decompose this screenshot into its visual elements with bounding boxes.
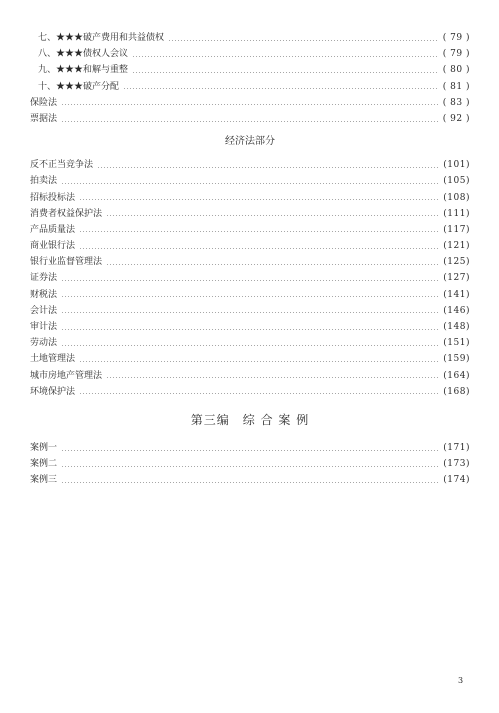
- toc-entry-page: (117): [443, 224, 470, 235]
- toc-entry-title: 环境保护法: [30, 386, 76, 397]
- toc-entry-page: (168): [443, 386, 470, 397]
- toc-group-cases: [30, 440, 470, 489]
- toc-entry[interactable]: [30, 335, 470, 351]
- toc-entry-title: 审计法: [30, 322, 58, 332]
- toc-entry-title: 十、★★★破产分配: [38, 81, 120, 92]
- toc-entry[interactable]: [30, 190, 470, 206]
- toc-entry-title: 案例二: [30, 459, 58, 470]
- dot-leader: [79, 361, 439, 362]
- toc-entry[interactable]: [30, 384, 470, 400]
- toc-entry[interactable]: [30, 319, 470, 335]
- dot-leader: [61, 296, 439, 297]
- toc-group-economic-law: [30, 157, 470, 400]
- page-number: 3: [458, 676, 464, 685]
- toc-entry-title: 反不正当竞争法: [30, 160, 94, 171]
- dot-leader: [106, 215, 439, 216]
- toc-entry[interactable]: [30, 456, 470, 472]
- toc-entry-title: 拍卖法: [30, 176, 58, 187]
- toc-entry-title: 商业银行法: [30, 241, 76, 252]
- toc-entry[interactable]: [30, 270, 470, 286]
- toc-entry[interactable]: [30, 157, 470, 173]
- toc-entry-page: (125): [443, 257, 470, 268]
- toc-entry-page: (164): [443, 370, 470, 381]
- dot-leader: [61, 183, 439, 184]
- part-title: 第三编 综 合 案 例: [190, 412, 310, 427]
- toc-entry-title: 土地管理法: [30, 354, 76, 365]
- toc-entry-page: (146): [443, 305, 470, 316]
- dot-leader: [106, 264, 439, 265]
- toc-entry-page: ( 79 ): [442, 49, 470, 60]
- toc-entry-title: 保险法: [30, 97, 58, 108]
- toc-entry-title: 证券法: [30, 273, 58, 284]
- toc-entry-page: ( 79 ): [442, 33, 470, 43]
- toc-entry[interactable]: [30, 254, 470, 270]
- toc-entry[interactable]: [30, 79, 470, 95]
- toc-entry-page: ( 80 ): [442, 65, 470, 76]
- toc-entry[interactable]: [30, 238, 470, 254]
- toc-entry[interactable]: [30, 173, 470, 189]
- dot-leader: [79, 248, 439, 249]
- toc-entry[interactable]: [30, 368, 470, 384]
- toc-entry[interactable]: [30, 472, 470, 488]
- dot-leader: [61, 482, 439, 483]
- toc-entry-title: 九、★★★和解与重整: [38, 65, 129, 76]
- toc-entry-title: 七、★★★破产费用和共益债权: [38, 33, 165, 43]
- toc-entry-title: 票据法: [30, 113, 58, 124]
- toc-entry-page: (148): [443, 322, 470, 332]
- toc-entry-title: 八、★★★债权人会议: [38, 49, 129, 60]
- toc-entry[interactable]: [30, 206, 470, 222]
- section-title: 经济法部分: [225, 136, 275, 148]
- toc-entry[interactable]: [30, 287, 470, 303]
- toc-entry[interactable]: [30, 222, 470, 238]
- toc-entry-title: 消费者权益保护法: [30, 208, 103, 219]
- toc-entry-page: (173): [443, 459, 470, 470]
- toc-entry[interactable]: [30, 111, 470, 127]
- dot-leader: [168, 40, 439, 41]
- toc-entry-page: (101): [443, 160, 470, 171]
- toc-entry-page: (108): [443, 192, 470, 203]
- toc-entry-title: 劳动法: [30, 338, 58, 349]
- dot-leader: [106, 377, 439, 378]
- dot-leader: [123, 88, 439, 89]
- toc-entry[interactable]: [30, 303, 470, 319]
- dot-leader: [132, 72, 439, 73]
- toc-entry-title: 会计法: [30, 305, 58, 316]
- toc-entry-page: (121): [443, 241, 470, 252]
- dot-leader: [61, 280, 439, 281]
- dot-leader: [97, 167, 439, 168]
- toc-entry-page: (159): [443, 354, 470, 365]
- toc-entry[interactable]: [30, 62, 470, 78]
- toc-entry[interactable]: [30, 30, 470, 46]
- toc-entry-title: 财税法: [30, 289, 58, 300]
- toc-entry[interactable]: [30, 440, 470, 456]
- dot-leader: [61, 345, 439, 346]
- dot-leader: [61, 104, 439, 105]
- dot-leader: [61, 450, 439, 451]
- toc-entry-page: (141): [443, 289, 470, 300]
- toc-entry-title: 产品质量法: [30, 224, 76, 235]
- toc-entry-title: 城市房地产管理法: [30, 370, 103, 381]
- toc-entry-page: ( 81 ): [442, 81, 470, 92]
- toc-group-bankruptcy: [30, 30, 470, 127]
- toc-entry-page: (105): [443, 176, 470, 187]
- toc-entry-page: ( 92 ): [442, 113, 470, 124]
- toc-entry-title: 案例一: [30, 442, 58, 453]
- toc-entry-page: ( 83 ): [442, 97, 470, 108]
- dot-leader: [79, 231, 439, 232]
- dot-leader: [61, 121, 439, 122]
- toc-entry[interactable]: [30, 95, 470, 111]
- dot-leader: [132, 56, 439, 57]
- dot-leader: [61, 329, 439, 330]
- toc-entry-page: (111): [443, 208, 470, 219]
- toc-entry-title: 招标投标法: [30, 192, 76, 203]
- table-of-contents: [30, 30, 470, 489]
- toc-entry-page: (174): [443, 475, 470, 486]
- toc-entry-page: (127): [443, 273, 470, 284]
- toc-entry-page: (171): [443, 442, 470, 453]
- toc-entry-title: 银行业监督管理法: [30, 257, 103, 268]
- toc-entry-page: (151): [443, 338, 470, 349]
- toc-entry[interactable]: [30, 46, 470, 62]
- dot-leader: [79, 199, 439, 200]
- toc-entry-title: 案例三: [30, 475, 58, 486]
- dot-leader: [79, 393, 439, 394]
- dot-leader: [61, 312, 439, 313]
- toc-entry[interactable]: [30, 351, 470, 367]
- dot-leader: [61, 466, 439, 467]
